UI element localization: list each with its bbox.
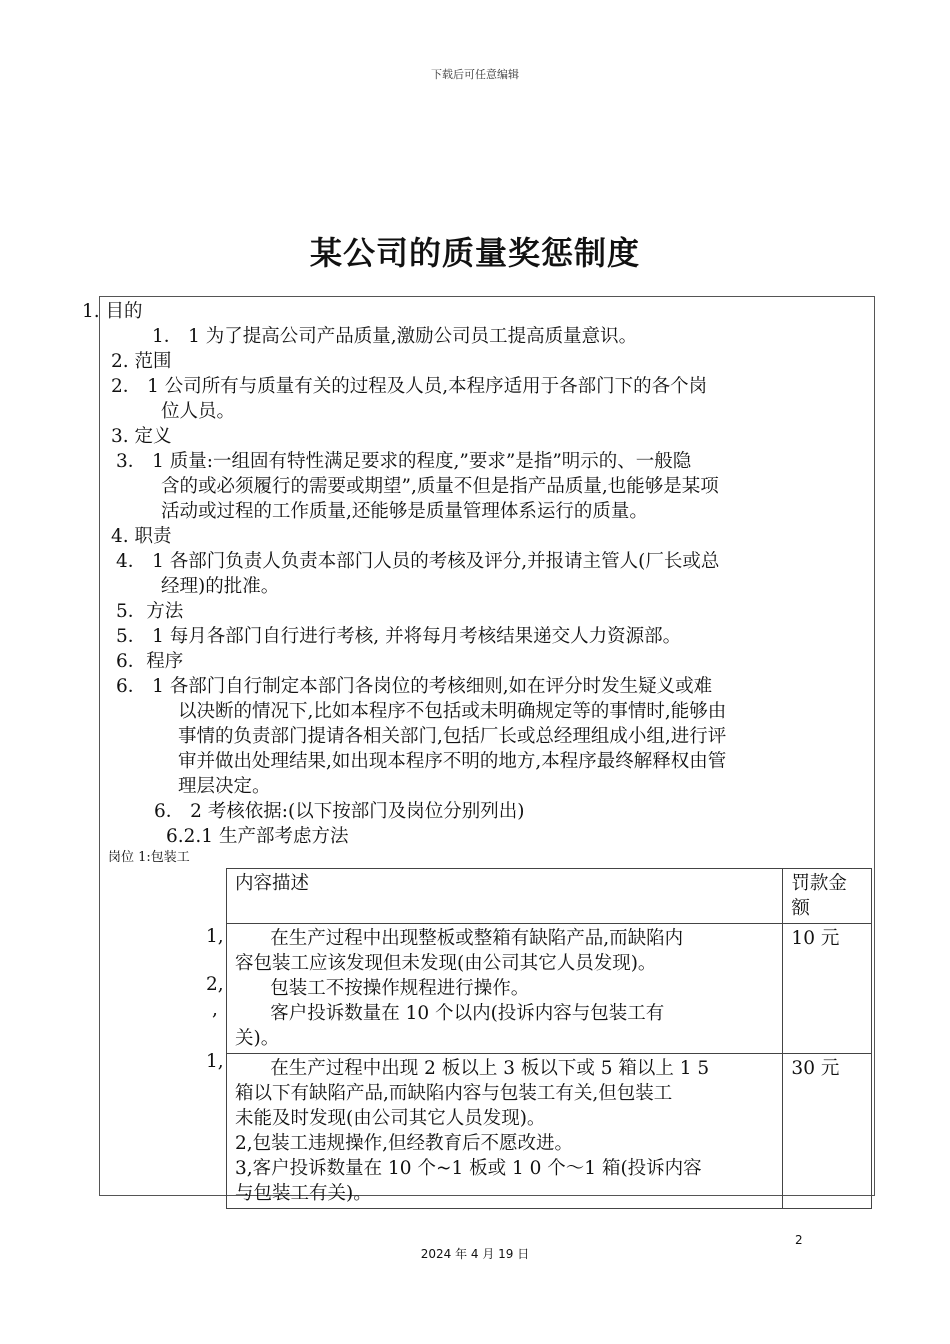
section-5-1: 5． 1 每月各部门自行进行考核, 并将每月考核结果递交人力资源部。	[116, 626, 682, 647]
row1-desc-line: 在生产过程中出现整板或整箱有缺陷产品,而缺陷内	[235, 928, 684, 949]
section-1-1: 1． 1 为了提高公司产品质量,激励公司员工提高质量意识。	[152, 326, 638, 347]
section-2-heading: 2. 范围	[111, 351, 172, 372]
section-3-1: 3． 1 质量:一组固有特性满足要求的程度,”要求”是指”明示的、一般隐	[116, 451, 692, 472]
section-3-heading: 3. 定义	[111, 426, 172, 447]
row2-desc-line: 在生产过程中出现 2 板以上 3 板以下或 5 箱以上 1 5	[235, 1058, 710, 1079]
row1-desc-line: 容包装工应该发现但未发现(由公司其它人员发现)。	[235, 953, 657, 974]
table-row	[227, 1054, 872, 1209]
section-1-heading: 1. 目的	[82, 301, 143, 322]
row1-desc-line: 包装工不按操作规程进行操作。	[235, 978, 530, 999]
header-fine: 罚款金额	[783, 869, 872, 924]
row1-marker-1: 1,	[206, 926, 224, 947]
table-row	[227, 924, 872, 1054]
header-desc: 内容描述	[227, 869, 783, 924]
row2-desc	[227, 1054, 783, 1209]
table-header-row	[227, 869, 872, 924]
document-title: 某公司的质量奖惩制度	[309, 234, 640, 272]
section-3-1-cont-a: 含的或必须履行的需要或期望”,质量不但是指产品质量,也能够是某项	[161, 476, 719, 497]
section-6-1-cont-c: 审并做出处理结果,如出现本程序不明的地方,本程序最终解释权由管	[178, 751, 727, 772]
row1-desc	[227, 924, 783, 1054]
section-2-1: 2． 1 公司所有与质量有关的过程及人员,本程序适用于各部门下的各个岗	[111, 376, 708, 397]
page-number: 2	[795, 1233, 803, 1247]
row1-desc-line: 客户投诉数量在 10 个以内(投诉内容与包装工有	[235, 1003, 665, 1024]
section-4-heading: 4. 职责	[111, 526, 172, 547]
section-3-1-cont-b: 活动或过程的工作质量,还能够是质量管理体系运行的质量。	[161, 501, 648, 522]
section-6-1-cont-a: 以决断的情况下,比如本程序不包括或未明确规定等的事情时,能够由	[178, 701, 727, 722]
section-6-2-1: 6.2.1 生产部考虑方法	[166, 826, 349, 847]
row2-desc-line: 箱以下有缺陷产品,而缺陷内容与包装工有关,但包装工	[235, 1083, 673, 1104]
row1-fine: 10 元	[783, 924, 872, 1054]
post-label: 岗位 1:包装工	[108, 850, 190, 865]
section-4-1-cont: 经理)的批准。	[161, 576, 280, 597]
footer-date: 2024 年 4 月 19 日	[420, 1247, 530, 1261]
section-4-1: 4． 1 各部门负责人负责本部门人员的考核及评分,并报请主管人(厂长或总	[116, 551, 720, 572]
section-6-1-cont-b: 事情的负责部门提请各相关部门,包括厂长或总经理组成小组,进行评	[178, 726, 727, 747]
section-6-heading: 6．程序	[116, 651, 184, 672]
header-note: 下载后可任意编辑	[431, 68, 519, 81]
row1-marker-2: 2,	[206, 974, 224, 995]
row2-desc-line: 未能及时发现(由公司其它人员发现)。	[235, 1108, 546, 1129]
row1-desc-line: 关)。	[235, 1028, 280, 1049]
row2-fine: 30 元	[783, 1054, 872, 1209]
row2-desc-line: 3,客户投诉数量在 10 个~1 板或 1 0 个～1 箱(投诉内容	[235, 1158, 702, 1179]
row1-marker-3: ,	[212, 999, 218, 1020]
row2-desc-line: 与包装工有关)。	[235, 1183, 372, 1204]
penalty-table	[226, 868, 872, 1209]
row2-desc-line: 2,包装工违规操作,但经教育后不愿改进。	[235, 1133, 574, 1154]
section-2-1-cont: 位人员。	[161, 401, 236, 422]
section-6-2: 6． 2 考核依据:(以下按部门及岗位分别列出)	[154, 801, 525, 822]
section-6-1-cont-d: 理层决定。	[178, 776, 271, 797]
section-5-heading: 5．方法	[116, 601, 184, 622]
section-6-1: 6． 1 各部门自行制定本部门各岗位的考核细则,如在评分时发生疑义或难	[116, 676, 713, 697]
row2-marker-1: 1,	[206, 1051, 224, 1072]
